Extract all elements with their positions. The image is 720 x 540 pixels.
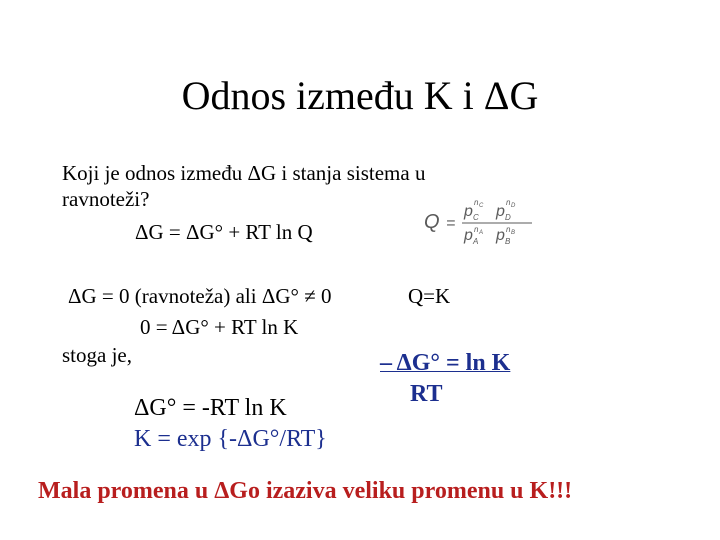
num-sub-d: D (505, 213, 511, 222)
den-exp-b: n (506, 225, 511, 234)
den-exp-a-sub: A (479, 230, 484, 236)
question-line-2: ravnoteži? (62, 187, 150, 211)
num-exp-d: n (506, 198, 511, 207)
num-p-c: p (464, 203, 473, 220)
equilibrium-condition: ΔG = 0 (ravnoteža) ali ΔG° ≠ 0 (68, 284, 332, 308)
q-equals: = (446, 215, 456, 232)
den-p-a: p (464, 227, 473, 244)
num-exp-c: n (474, 198, 479, 207)
den-sub-b: B (505, 237, 511, 245)
num-p-d: p (496, 203, 505, 220)
den-p-b: p (496, 227, 505, 244)
num-sub-c: C (473, 213, 479, 222)
den-sub-a: A (473, 237, 479, 245)
equation-delta-g-standard: ΔG° = -RT ln K (134, 395, 287, 421)
den-exp-b-sub: B (511, 230, 516, 236)
conclusion-text: Mala promena u ΔGo izaziva veliku promenu u K!!! (38, 478, 573, 504)
num-exp-d-sub: D (511, 203, 516, 209)
equation-zero: 0 = ΔG° + RT ln K (140, 315, 299, 339)
den-exp-a: n (474, 225, 479, 234)
reaction-quotient-svg (420, 195, 540, 245)
equation-k-exp: K = exp {-ΔG°/RT} (134, 426, 327, 452)
num-exp-c-sub: C (479, 203, 484, 209)
equation-delta-g-q: ΔG = ΔG° + RT ln Q (135, 220, 313, 244)
blue-fraction-numerator: – ΔG° = ln K (380, 350, 511, 376)
blue-fraction-denominator: RT (410, 381, 443, 407)
reaction-quotient-formula (420, 195, 540, 245)
q-equals-k: Q=K (408, 284, 451, 308)
question-line-1: Koji je odnos između ΔG i stanja sistema u (62, 161, 426, 185)
q-symbol: Q (424, 211, 440, 233)
therefore-label: stoga je, (62, 343, 132, 367)
slide-title: Odnos između K i ΔG (181, 73, 539, 118)
